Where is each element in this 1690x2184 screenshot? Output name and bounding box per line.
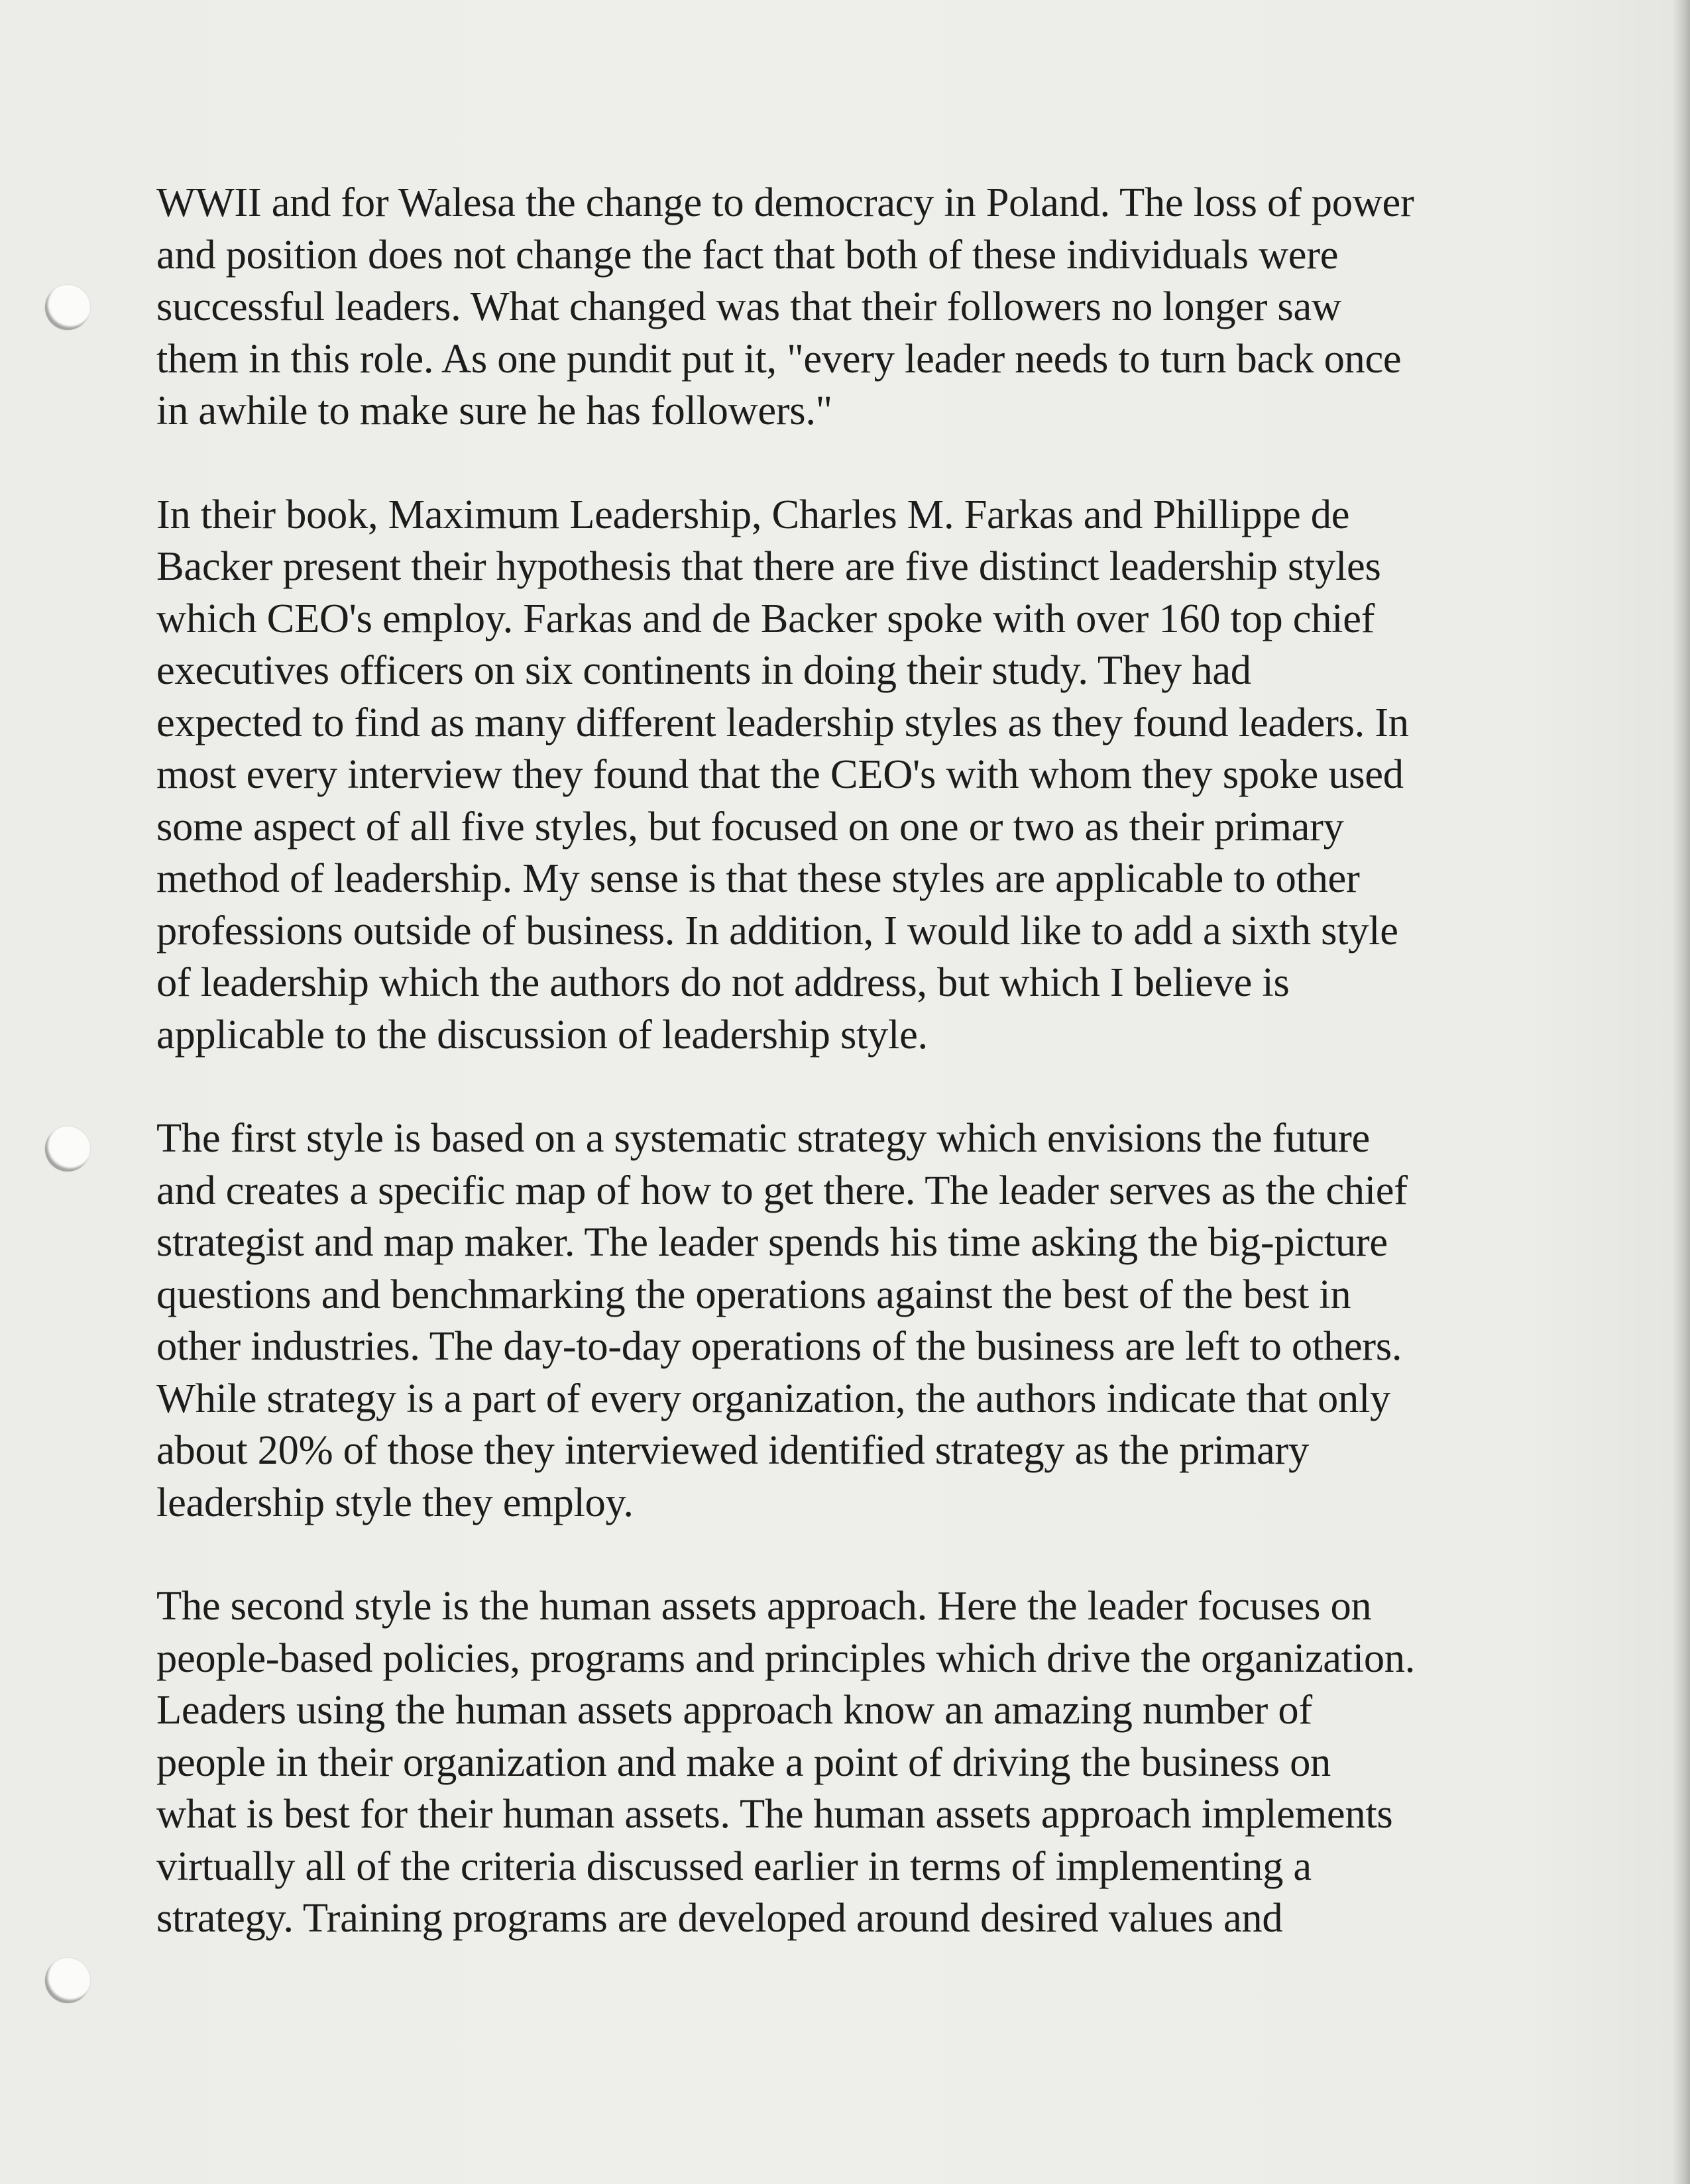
text-line: and position does not change the fact that both of these individuals were [156,231,1339,278]
text-line: The first style is based on a systematic strategy which envisions the future [156,1115,1370,1161]
paragraph-3 [156,1112,1548,1528]
text-line: some aspect of all five styles, but focused on one or two as their primary [156,802,1344,849]
text-line: applicable to the discussion of leadership style. [156,1010,928,1058]
paragraph-4 [156,1580,1548,1944]
text-line: other industries. The day-to-day operations of the business are left to others. [156,1323,1402,1369]
page-edge-shadow [1673,0,1690,2184]
text-line: what is best for their human assets. The human assets approach implements [156,1790,1393,1837]
text-line: method of leadership. My sense is that these styles are applicable to other [156,855,1360,901]
paragraph-1 [156,176,1548,437]
binder-hole-top [45,285,90,330]
text-line: expected to find as many different leadership styles as they found leaders. In [156,698,1409,745]
text-line: and creates a specific map of how to get there. The leader serves as the chief [156,1166,1408,1213]
text-line: in awhile to make sure he has followers." [156,387,832,433]
text-line: virtually all of the criteria discussed earlier in terms of implementing a [156,1842,1312,1889]
text-line: them in this role. As one pundit put it, "every leader needs to turn back once [156,335,1402,382]
text-line: Backer present their hypothesis that there are five distinct leadership styles [156,543,1381,589]
text-line: people-based policies, programs and principles which drive the organization. [156,1634,1416,1681]
body-text [156,176,1548,1996]
text-line: Leaders using the human assets approach know an amazing number of [156,1686,1312,1733]
text-line: executives officers on six continents in doing their study. They had [156,647,1251,693]
text-line: While strategy is a part of every organization, the authors indicate that only [156,1374,1390,1421]
text-line: strategist and map maker. The leader spends his time asking the big-picture [156,1219,1388,1265]
text-line: successful leaders. What changed was that their followers no longer saw [156,283,1341,329]
binder-hole-bottom [45,1958,90,2003]
text-line: about 20% of those they interviewed identified strategy as the primary [156,1427,1309,1473]
text-line: questions and benchmarking the operations against the best of the best in [156,1270,1351,1317]
text-line: In their book, Maximum Leadership, Charles M. Farkas and Phillippe de [156,490,1350,537]
text-line: The second style is the human assets approach. Here the leader focuses on [156,1582,1372,1629]
paragraph-2 [156,488,1548,1061]
text-line: strategy. Training programs are developed around desired values and [156,1894,1283,1941]
text-line: most every interview they found that the CEO's with whom they spoke used [156,751,1404,797]
binder-hole-middle [45,1126,90,1172]
text-line: professions outside of business. In addition, I would like to add a sixth style [156,906,1398,954]
text-line: people in their organization and make a point of driving the business on [156,1738,1331,1785]
text-line: of leadership which the authors do not address, but which I believe is [156,959,1290,1005]
text-line: leadership style they employ. [156,1478,634,1525]
text-line: WWII and for Walesa the change to democracy in Poland. The loss of power [156,179,1414,225]
text-line: which CEO's employ. Farkas and de Backer spoke with over 160 top chief [156,594,1375,641]
